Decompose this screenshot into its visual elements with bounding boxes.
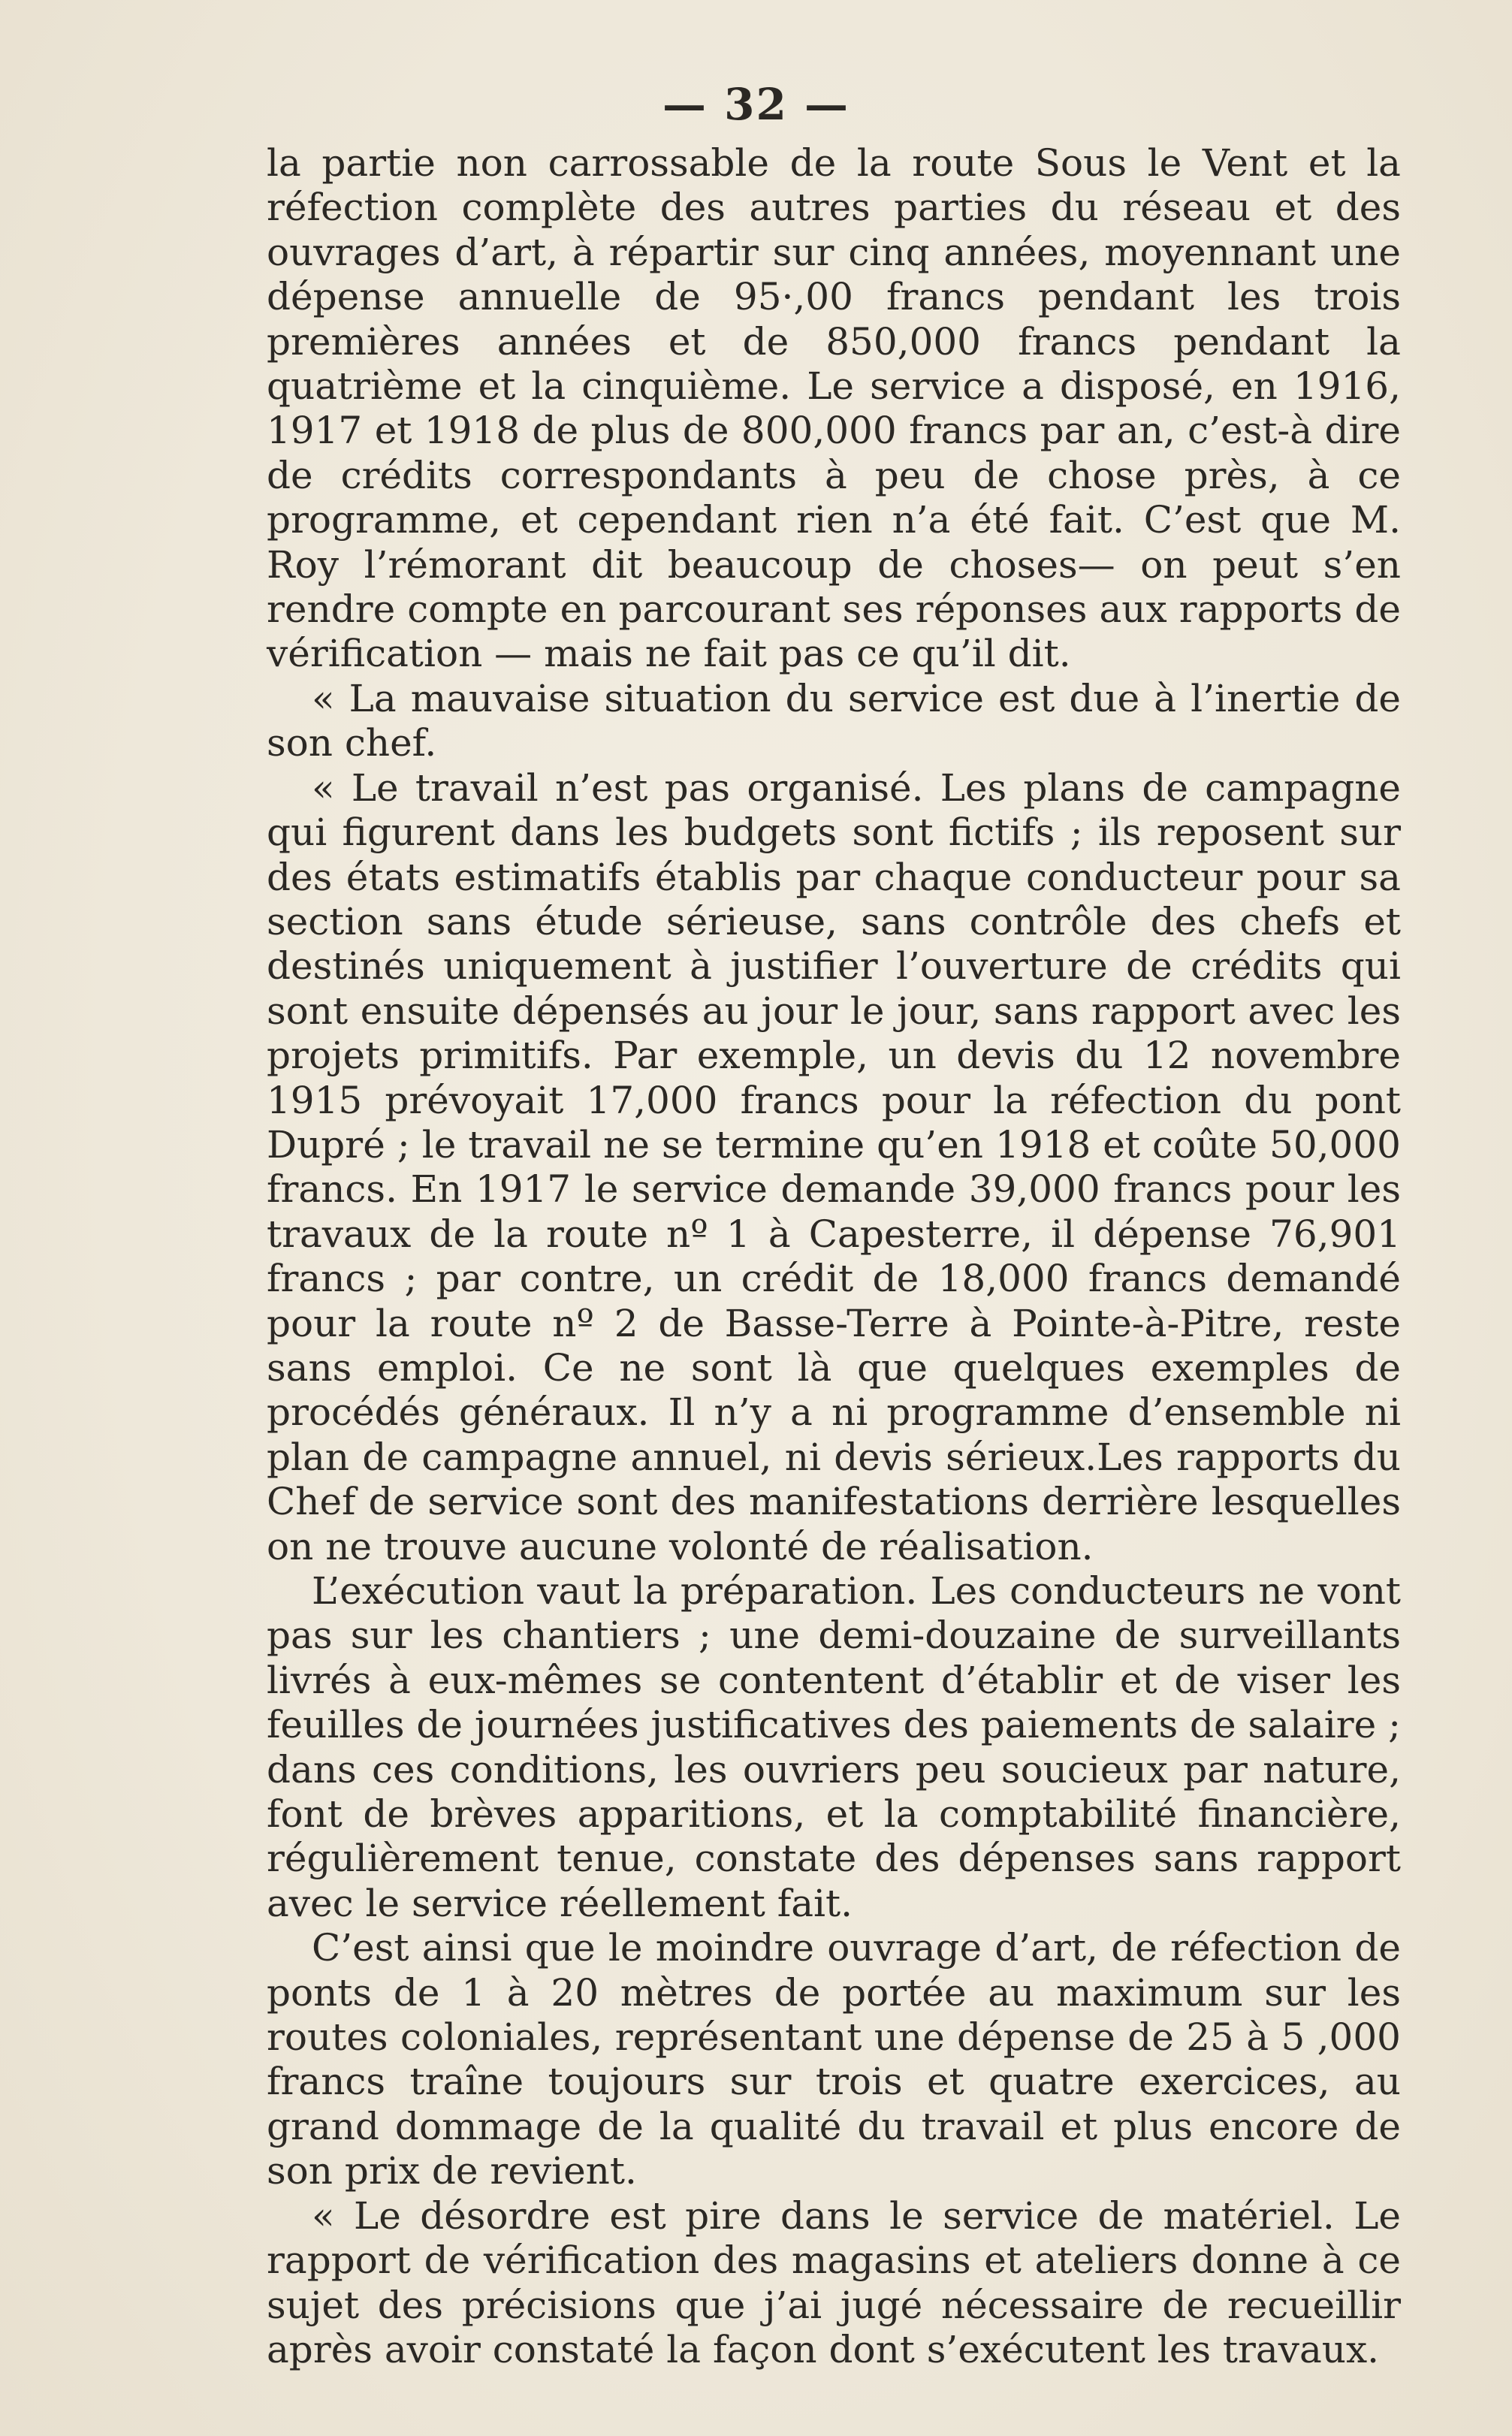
page-number: — 32 — xyxy=(662,79,850,130)
paragraph-ouvrage-art: C’est ainsi que le moindre ouvrage d’art, de réfection de ponts de 1 à 20 mètres de portée au maximum sur les routes coloniales, représentant une dépense de 25 à 5 ,000 francs traîne toujours sur trois et quatre exercices, au grand dommage de la qualité du travail et plus encore de son prix de revient. xyxy=(267,1926,1401,2193)
paragraph-materiel: « Le désordre est pire dans le service de matériel. Le rapport de vérification des magasins et ateliers donne à ce sujet des précisions que j’ai jugé nécessaire de recueillir après avoir constaté la façon dont s’exécutent les travaux. xyxy=(267,2193,1401,2371)
paragraph-continued: la partie non carrossable de la route Sous le Vent et la réfection complète des autres parties du réseau et des ouvrages d’art, à répartir sur cinq années, moyennant une dépense annuelle de 95⁠·⁠,00 francs pendant les trois premières années et de 850,000 francs pendant la quatrième et la cinquième. Le service a disposé, en 1916, 1917 et 1918 de plus de 800,000 francs par an, c’est-à dire de crédits correspondants à peu de chose près, à ce programme, et cependant rien n’a été fait. C’est que M. Roy l’rémorant dit beaucoup de choses— on peut s’en rendre compte en parcourant ses réponses aux rapports de vérification — mais ne fait pas ce qu’il dit. xyxy=(267,141,1401,676)
paragraph-quote-inertia: « La mauvaise situation du service est due à l’inertie de son chef. xyxy=(267,676,1401,765)
paragraph-execution: L’exécution vaut la préparation. Les conducteurs ne vont pas sur les chantiers ; une demi-douzaine de surveillants livrés à eux-mêmes se contentent d’établir et de viser les feuilles de journées justificatives des paiements de salaire ; dans ces conditions, les ouvriers peu soucieux par nature, font de brèves apparitions, et la comptabilité financière, régulièrement tenue, constate des dépenses sans rapport avec le service réellement fait. xyxy=(267,1569,1402,1925)
paragraph-organisation: « Le travail n’est pas organisé. Les plans de campagne qui figurent dans les budgets sont fictifs ; ils reposent sur des états estimatifs établis par chaque conducteur pour sa section sans étude sérieuse, sans contrôle des chefs et destinés uniquement à justifier l’ouverture de crédits qui sont ensuite dépensés au jour le jour, sans rapport avec les projets primitifs. Par exemple, un devis du 12 novembre 1915 prévoyait 17,000 francs pour la réfection du pont Dupré ; le travail ne se termine qu’en 1918 et coûte 50,000 francs. En 1917 le service demande 39,000 francs pour les travaux de la route nº 1 à Capesterre, il dépense 76,901 francs ; par contre, un crédit de 18,000 francs demandé pour la route nº 2 de Basse-Terre à Pointe-à-Pitre, reste sans emploi. Ce ne sont là que quelques exemples de procédés généraux. Il n’y a ni programme d’ensemble ni plan de campagne annuel, ni devis sérieux.Les rapports du Chef de service sont des manifestations derrière lesquelles on ne trouve aucune volonté de réalisation. xyxy=(267,765,1401,1568)
body-text xyxy=(267,141,1401,2372)
